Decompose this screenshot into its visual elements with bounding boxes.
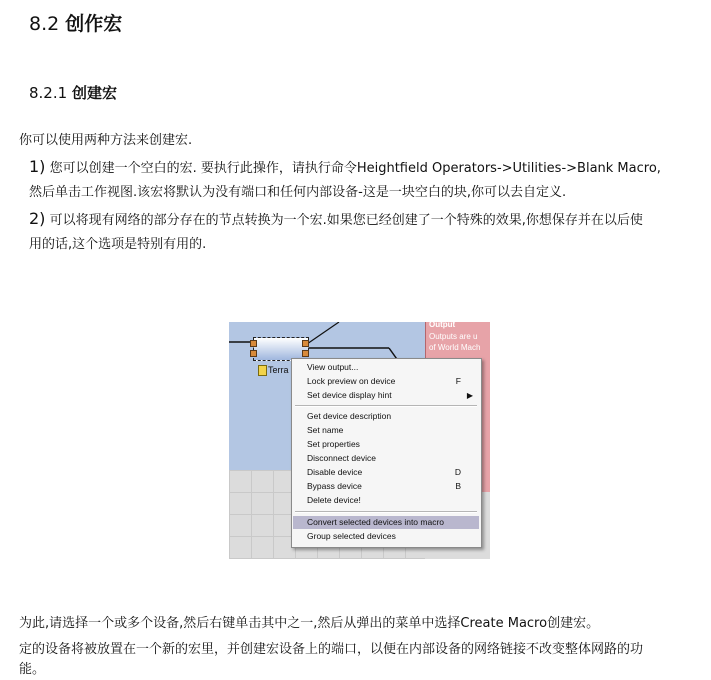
menu-item-label: Set device display hint: [307, 390, 392, 400]
menu-shortcut: F: [455, 376, 461, 386]
menu-item-disable[interactable]: [293, 466, 479, 479]
menu-item-disconnect[interactable]: [293, 452, 479, 465]
item1-line2: 然后单击工作视图.该宏将默认为没有端口和任何内部设备-这是一块空白的块,你可以去自定义.: [29, 185, 567, 200]
item1-text: 您可以创建一个空白的宏. 要执行此操作，请执行命令Heightfield Operators->Utilities->Blank Macro,: [49, 161, 661, 176]
item2-text: 可以将现有网络的部分存在的节点转换为一个宏.如果您已经创建了一个特殊的效果,你想保存并在以后使: [49, 213, 643, 228]
node-label: [258, 365, 289, 376]
item1-number: 1): [29, 157, 46, 176]
item2-line1: [29, 209, 643, 231]
menu-item-view-output[interactable]: [293, 361, 479, 374]
intro-paragraph: 你可以使用两种方法来创建宏.: [19, 133, 193, 148]
menu-item-get-description[interactable]: [293, 410, 479, 423]
menu-item-label: Delete device!: [307, 495, 361, 505]
section-heading: [29, 9, 122, 36]
output-port-icon[interactable]: [302, 350, 309, 357]
menu-item-label: Group selected devices: [307, 531, 396, 541]
bottom-line-1: 为此,请选择一个或多个设备,然后右键单击其中之一,然后从弹出的菜单中选择Create Macro创建宏。: [19, 616, 600, 631]
menu-item-convert-to-macro[interactable]: [293, 516, 479, 529]
bottom-line-3: 能。: [19, 662, 46, 677]
bottom-line-2: 定的设备将被放置在一个新的宏里，并创建宏设备上的端口，以便在内部设备的网络链接不改变整体网路的功: [19, 642, 644, 657]
subsection-heading: [29, 82, 117, 103]
section-title: 创作宏: [65, 13, 123, 35]
menu-item-display-hint[interactable]: [293, 389, 479, 402]
item2-number: 2): [29, 209, 46, 228]
menu-item-label: Set name: [307, 425, 344, 435]
menu-item-label: View output...: [307, 362, 359, 372]
menu-item-label: Get device description: [307, 411, 392, 421]
menu-shortcut: D: [454, 467, 461, 477]
output-title: Output: [429, 322, 456, 329]
menu-item-bypass[interactable]: [293, 480, 479, 493]
menu-item-label: Set properties: [307, 439, 360, 449]
output-port-icon[interactable]: [302, 340, 309, 347]
menu-separator: [295, 405, 477, 407]
menu-item-label: Disconnect device: [307, 453, 376, 463]
menu-item-set-properties[interactable]: [293, 438, 479, 451]
input-port-icon[interactable]: [250, 350, 257, 357]
output-line-1: Outputs are u: [429, 332, 478, 341]
input-port-icon[interactable]: [250, 340, 257, 347]
subsection-title: 创建宏: [71, 84, 117, 102]
item2-line2: 用的话,这个选项是特别有用的.: [29, 237, 207, 252]
output-line-2: of World Mach: [429, 343, 481, 352]
terrain-device-icon: [258, 365, 267, 376]
subsection-number: 8.2.1: [29, 84, 68, 102]
item1-line1: [29, 157, 661, 179]
menu-item-group-devices[interactable]: [293, 530, 479, 543]
menu-item-label: Lock preview on device: [307, 376, 396, 386]
node-label-text: Terra: [268, 365, 289, 375]
menu-shortcut: B: [455, 481, 461, 491]
menu-item-lock-preview[interactable]: [293, 375, 479, 388]
menu-item-delete[interactable]: [293, 494, 479, 507]
menu-item-label: Bypass device: [307, 481, 362, 491]
menu-item-label: Convert selected devices into macro: [307, 517, 445, 527]
context-menu: [291, 358, 482, 548]
section-number: 8.2: [29, 13, 60, 35]
submenu-arrow-icon: ▶: [466, 391, 473, 400]
menu-item-label: Disable device: [307, 467, 363, 477]
menu-item-set-name[interactable]: [293, 424, 479, 437]
menu-separator: [295, 511, 477, 513]
